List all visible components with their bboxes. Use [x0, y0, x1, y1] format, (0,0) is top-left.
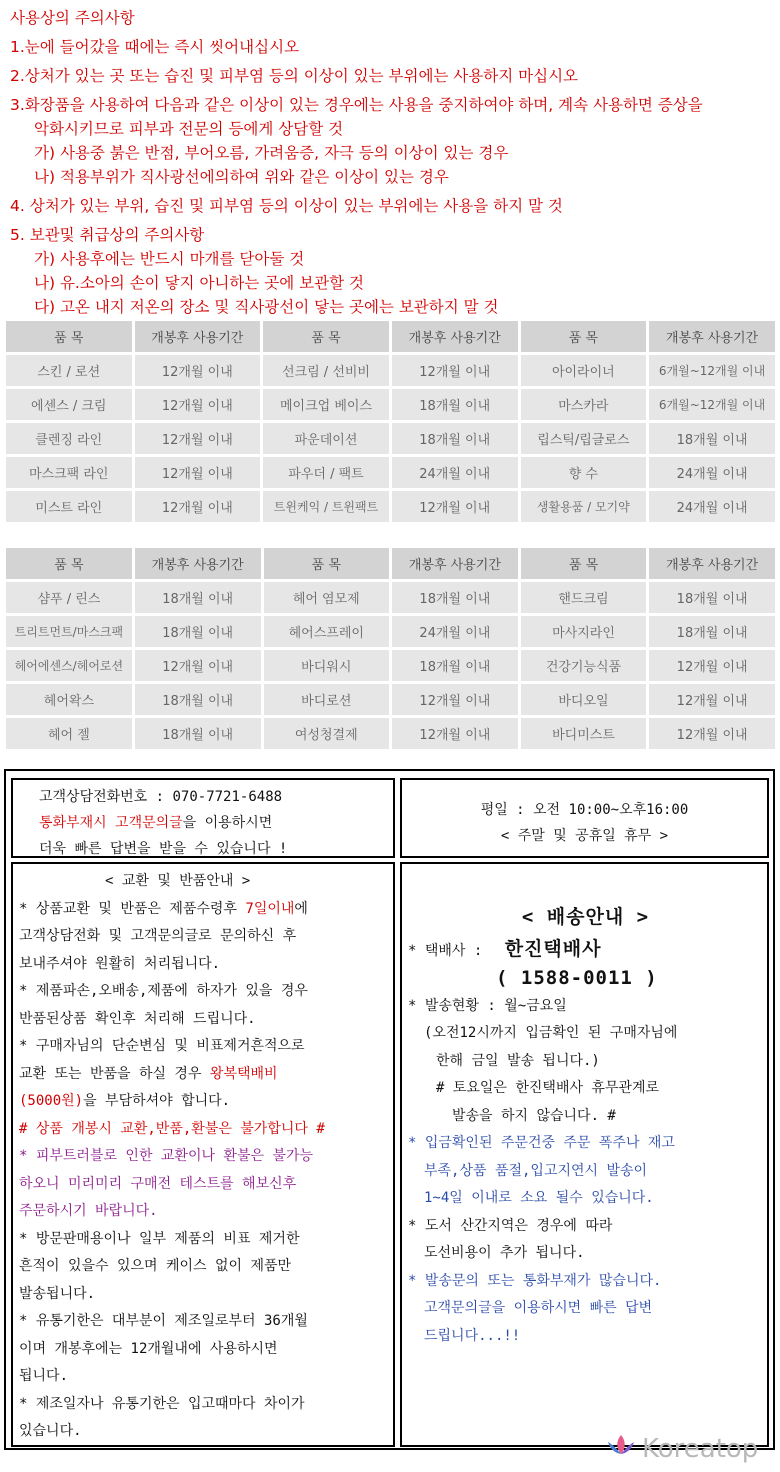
- contact-box: [11, 778, 395, 858]
- text: 에: [294, 900, 308, 917]
- delivery-line: # 토요일은 한진택배사 휴무관계로: [436, 1080, 660, 1096]
- table-row: [6, 650, 775, 681]
- table-cell: 12개월 이내: [392, 355, 518, 386]
- text: 을 부담하셔야 합니다.: [83, 1093, 231, 1109]
- delivery-title: < 배송안내 >: [521, 906, 650, 928]
- table-header-row: [6, 548, 775, 579]
- exchange-line: * 방문판매용이나 일부 제품의 비표 제거한: [19, 1230, 300, 1247]
- table-cell: 18개월 이내: [392, 582, 518, 613]
- notice-line: 나) 적용부위가 직사광선에의하여 위와 같은 이상이 있는 경우: [34, 168, 449, 186]
- exchange-line: * 구매자님의 단순변심 및 비표제거흔적으로: [19, 1038, 305, 1054]
- courier-phone: ( 1588-0011 ): [496, 967, 658, 989]
- table-cell: 바디오일: [521, 684, 647, 715]
- table-row: [6, 582, 775, 613]
- table-cell: 바디워시: [264, 650, 390, 681]
- table-cell: 선크림 / 선비비: [263, 355, 389, 386]
- delivery-line: 한해 금일 발송 됩니다.): [436, 1052, 600, 1069]
- table-cell: 24개월 이내: [649, 457, 775, 488]
- exchange-line: 흔적이 있을수 있으며 케이스 없이 제품만: [19, 1258, 292, 1274]
- table-cell: 건강기능식품: [521, 650, 647, 681]
- exchange-line: 됩니다.: [19, 1368, 69, 1384]
- table-cell: 여성청결제: [264, 718, 390, 749]
- courier-line: [408, 936, 763, 966]
- exchange-line: 보내주셔야 원활히 처리됩니다.: [19, 955, 221, 972]
- table-cell: 18개월 이내: [135, 616, 261, 647]
- table-cell: 향 수: [521, 457, 647, 488]
- phone-line: 고객상담전화번호 : 070-7721-6488: [39, 789, 283, 805]
- courier-name: 한진택배사: [504, 937, 602, 960]
- exchange-title: < 교환 및 반품안내 >: [105, 873, 251, 889]
- header-cell: 품 목: [6, 548, 132, 579]
- table-cell: 마스크팩 라인: [6, 457, 132, 488]
- table-cell: 마스카라: [521, 389, 647, 420]
- table-cell: 18개월 이내: [135, 582, 261, 613]
- notice-line: 가) 사용후에는 반드시 마개를 닫아둘 것: [34, 250, 305, 268]
- shelf-life-table-hair-body: [3, 545, 778, 752]
- exchange-line: 하오니 미리미리 구매전 테스트를 해보신후: [19, 1175, 297, 1192]
- table-cell: 아이라이너: [521, 355, 647, 386]
- table-cell: 18개월 이내: [649, 616, 775, 647]
- table-cell: 18개월 이내: [135, 684, 261, 715]
- table-cell: 마사지라인: [521, 616, 647, 647]
- table-cell: 24개월 이내: [649, 491, 775, 522]
- notice-line: 4. 상처가 있는 부위, 습진 및 피부염 등의 이상이 있는 부위에는 사용을 하지 말 것: [10, 197, 563, 215]
- table-row: [6, 718, 775, 749]
- table-cell: 12개월 이내: [392, 718, 518, 749]
- notice-title: 사용상의 주의사항: [10, 9, 135, 27]
- table-cell: 12개월 이내: [135, 491, 261, 522]
- inquiry-highlight: 통화부재시 고객문의글: [39, 815, 183, 831]
- header-cell: 품 목: [263, 321, 389, 352]
- exchange-line: [19, 1088, 389, 1116]
- table-row: [6, 389, 775, 420]
- table-cell: 생활용품 / 모기약: [521, 491, 647, 522]
- delivery-line: * 도서 산간지역은 경우에 따라: [408, 1217, 613, 1234]
- header-cell: 개봉후 사용기간: [392, 321, 518, 352]
- header-cell: 개봉후 사용기간: [392, 548, 518, 579]
- table-cell: 12개월 이내: [649, 718, 775, 749]
- shipping-fee-highlight: 왕복택배비: [209, 1065, 278, 1082]
- delivery-line: 도선비용이 추가 됩니다.: [424, 1245, 585, 1261]
- exchange-line: * 제품파손,오배송,제품에 하자가 있을 경우: [19, 983, 308, 999]
- table-cell: 클렌징 라인: [6, 423, 132, 454]
- exchange-line: * 피부트러블로 인한 교환이나 환불은 불가능: [19, 1148, 314, 1164]
- table-row: [6, 457, 775, 488]
- table-header-row: [6, 321, 775, 352]
- delivery-line: 1~4일 이내로 소요 될수 있습니다.: [424, 1190, 654, 1206]
- exchange-line: [19, 1061, 389, 1089]
- delivery-line: 고객문의글을 이용하시면 빠른 답변: [424, 1300, 653, 1316]
- table-cell: 트리트먼트/마스크팩: [6, 616, 132, 647]
- business-hours-box: [400, 778, 769, 858]
- table-cell: 헤어에센스/헤어로션: [6, 650, 132, 681]
- weekday-hours: 평일 : 오전 10:00~오후16:00: [480, 802, 689, 818]
- fee-amount: (5000원): [19, 1093, 84, 1109]
- notice-line: 가) 사용중 붉은 반점, 부어오름, 가려움증, 자극 등의 이상이 있는 경우: [34, 144, 509, 162]
- table-cell: 24개월 이내: [392, 457, 518, 488]
- delivery-line: 부족,상품 품절,입고지연시 발송이: [424, 1162, 648, 1179]
- table-cell: 18개월 이내: [135, 718, 261, 749]
- table-cell: 헤어스프레이: [264, 616, 390, 647]
- table-cell: 트윈케익 / 트윈팩트: [263, 491, 389, 522]
- exchange-line: * 제조일자나 유통기한은 입고때마다 차이가: [19, 1395, 305, 1412]
- text: * 상품교환 및 반품은 제품수령후: [19, 900, 246, 917]
- header-cell: 품 목: [264, 548, 390, 579]
- header-cell: 품 목: [521, 548, 647, 579]
- table-cell: 18개월 이내: [392, 423, 518, 454]
- table-cell: 스킨 / 로션: [6, 355, 132, 386]
- holiday-note: < 주말 및 공휴일 휴무 >: [500, 828, 669, 844]
- table-row: [6, 423, 775, 454]
- header-cell: 품 목: [6, 321, 132, 352]
- header-cell: 개봉후 사용기간: [649, 321, 775, 352]
- contact-note-rest: 을 이용하시면: [182, 815, 273, 831]
- table-cell: 에센스 / 크림: [6, 389, 132, 420]
- text: 교환 또는 반품을 하실 경우: [19, 1065, 210, 1082]
- table-cell: 헤어 젤: [6, 718, 132, 749]
- exchange-line: [19, 896, 389, 924]
- delivery-line: * 발송현황 : 월~금요일: [408, 997, 567, 1014]
- table-cell: 핸드크림: [521, 582, 647, 613]
- table-cell: 12개월 이내: [135, 355, 261, 386]
- table-cell: 18개월 이내: [649, 423, 775, 454]
- table-cell: 6개월~12개월 이내: [649, 355, 775, 386]
- delivery-line: (오전12시까지 입금확인 된 구매자님에: [424, 1025, 678, 1041]
- table-row: [6, 355, 775, 386]
- table-cell: 12개월 이내: [392, 491, 518, 522]
- notice-line: 1.눈에 들어갔을 때에는 즉시 씻어내십시오: [10, 38, 300, 56]
- exchange-line: 주문하시기 바랍니다.: [19, 1203, 158, 1219]
- table-cell: 헤어 염모제: [264, 582, 390, 613]
- exchange-line: 있습니다.: [19, 1423, 82, 1439]
- delivery-line: * 발송문의 또는 통화부재가 많습니다.: [408, 1272, 662, 1289]
- table-cell: 24개월 이내: [392, 616, 518, 647]
- exchange-line: 이며 개봉후에는 12개월내에 사용하시면: [19, 1340, 278, 1357]
- table-cell: 파운데이션: [263, 423, 389, 454]
- table-cell: 샴푸 / 린스: [6, 582, 132, 613]
- table-cell: 6개월~12개월 이내: [649, 389, 775, 420]
- notice-line: 나) 유.소아의 손이 닿지 아니하는 곳에 보관할 것: [34, 274, 364, 292]
- table-row: [6, 684, 775, 715]
- watermark-logo: [604, 1432, 758, 1465]
- notice-line: 2.상처가 있는 곳 또는 습진 및 피부염 등의 이상이 있는 부위에는 사용하지 마십시오: [10, 67, 579, 85]
- notice-line: 3.화장품을 사용하여 다음과 같은 이상이 있는 경우에는 사용을 중지하여야 하며, 계속 사용하면 증상을: [10, 96, 703, 114]
- table-cell: 18개월 이내: [392, 389, 518, 420]
- exchange-line: 반품된상품 확인후 처리해 드립니다.: [19, 1010, 256, 1027]
- no-refund-notice: # 상품 개봉시 교환,반품,환불은 불가합니다 #: [19, 1120, 325, 1137]
- exchange-line: 고객상담전화 및 고객문의글로 문의하신 후: [19, 928, 297, 944]
- table-cell: 12개월 이내: [649, 650, 775, 681]
- table-cell: 립스틱/립글로스: [521, 423, 647, 454]
- delivery-line: 발송을 하지 않습니다. #: [452, 1107, 616, 1124]
- contact-note: [39, 810, 393, 836]
- shelf-life-table-cosmetics: [3, 318, 778, 525]
- table-row: [6, 616, 775, 647]
- table-cell: 파우더 / 팩트: [263, 457, 389, 488]
- lotus-icon: [604, 1432, 638, 1465]
- table-cell: 12개월 이내: [135, 650, 261, 681]
- notice-line: 다) 고온 내지 저온의 장소 및 직사광선이 닿는 곳에는 보관하지 말 것: [34, 298, 499, 316]
- table-cell: 미스트 라인: [6, 491, 132, 522]
- table-cell: 바디미스트: [521, 718, 647, 749]
- table-cell: 12개월 이내: [649, 684, 775, 715]
- header-cell: 개봉후 사용기간: [135, 548, 261, 579]
- table-cell: 메이크업 베이스: [263, 389, 389, 420]
- exchange-return-box: [11, 862, 395, 1447]
- exchange-line: 발송됩니다.: [19, 1285, 96, 1302]
- header-cell: 개봉후 사용기간: [649, 548, 775, 579]
- delivery-info-box: [400, 862, 769, 1447]
- notice-line: 악화시키므로 피부과 전문의 등에게 상담할 것: [34, 120, 344, 138]
- header-cell: 품 목: [521, 321, 647, 352]
- header-cell: 개봉후 사용기간: [135, 321, 261, 352]
- table-cell: 18개월 이내: [392, 650, 518, 681]
- watermark-text: Koreatop: [642, 1433, 759, 1464]
- contact-note-2: 더욱 빠른 답변을 받을 수 있습니다 !: [39, 841, 288, 857]
- table-cell: 헤어왁스: [6, 684, 132, 715]
- delivery-line: 드립니다...!!: [424, 1327, 521, 1344]
- usage-notice: [10, 6, 775, 319]
- table-cell: 12개월 이내: [135, 457, 261, 488]
- delivery-line: * 입금확인된 주문건중 주문 폭주나 재고: [408, 1135, 675, 1151]
- table-cell: 12개월 이내: [135, 423, 261, 454]
- table-row: [6, 491, 775, 522]
- days-highlight: 7일이내: [245, 900, 295, 917]
- table-cell: 바디로션: [264, 684, 390, 715]
- courier-label: * 택배사 :: [408, 942, 491, 959]
- table-cell: 12개월 이내: [135, 389, 261, 420]
- notice-line: 5. 보관및 취급상의 주의사항: [10, 226, 205, 244]
- table-cell: 18개월 이내: [649, 582, 775, 613]
- exchange-line: * 유통기한은 대부분이 제조일로부터 36개월: [19, 1313, 308, 1329]
- table-cell: 12개월 이내: [392, 684, 518, 715]
